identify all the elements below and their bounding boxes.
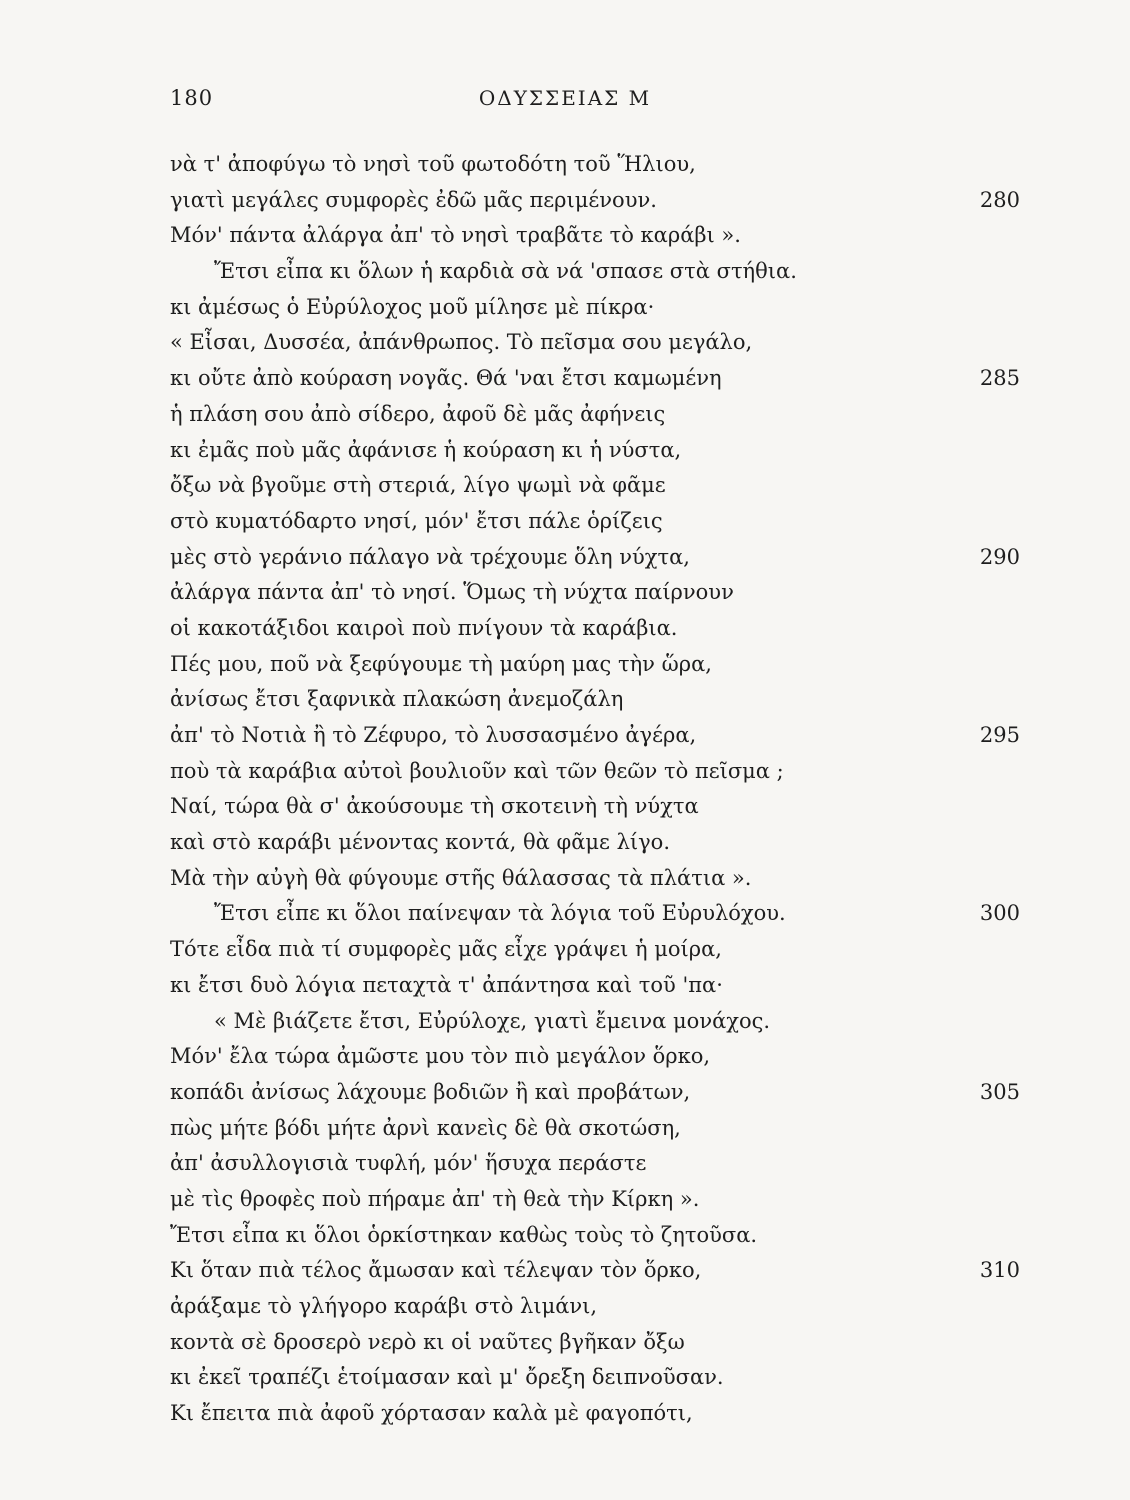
verse-line [170, 1039, 1020, 1075]
verse-line [170, 718, 1020, 754]
poem-text [170, 147, 1020, 1432]
verse-line [170, 896, 1020, 932]
verse-text: « Μὲ βιάζετε ἔτσι, Εὐρύλοχε, γιατὶ ἔμεινα μονάχος. [214, 1008, 771, 1033]
verse-text: Ναί, τώρα θὰ σ' ἀκούσουμε τὴ σκοτεινὴ τὴ νύχτα [170, 794, 699, 819]
verse-line [170, 504, 1020, 540]
verse-text: κοπάδι ἀνίσως λάχουμε βοδιῶν ἢ καὶ προβάτων, [170, 1079, 691, 1104]
verse-text: μὲ τὶς θροφὲς ποὺ πήραμε ἀπ' τὴ θεὰ τὴν Κίρκη ». [170, 1186, 700, 1211]
verse-text: καὶ στὸ καράβι μένοντας κοντά, θὰ φᾶμε λίγο. [170, 830, 670, 855]
verse-line [170, 861, 1020, 897]
verse-line [170, 1325, 1020, 1361]
verse-text: Ἔτσι εἶπα κι ὅλων ἡ καρδιὰ σὰ νά 'σπασε στὰ στήθια. [214, 259, 797, 284]
verse-text: ἀράξαμε τὸ γλήγορο καράβι στὸ λιμάνι, [170, 1294, 598, 1318]
verse-line [170, 540, 1020, 576]
verse-line [170, 1075, 1020, 1111]
verse-line [170, 647, 1020, 683]
verse-line [170, 825, 1020, 861]
line-number: 285 [979, 366, 1020, 391]
verse-line [170, 611, 1020, 647]
page-header [0, 86, 1130, 116]
line-number: 295 [979, 723, 1020, 747]
verse-line [170, 1146, 1020, 1182]
verse-text: κι ἀμέσως ὁ Εὐρύλοχος μοῦ μίλησε μὲ πίκρα· [170, 294, 655, 319]
verse-line [170, 468, 1020, 504]
verse-line [170, 147, 1020, 183]
verse-line [170, 361, 1020, 397]
line-number: 300 [979, 901, 1020, 926]
verse-line [170, 290, 1020, 326]
verse-line [170, 1360, 1020, 1396]
verse-line [170, 433, 1020, 469]
verse-line [170, 1253, 1020, 1289]
verse-text: Μόν' ἔλα τώρα ἀμῶστε μου τὸν πιὸ μεγάλον ὅρκο, [170, 1044, 711, 1069]
verse-line [170, 183, 1020, 219]
verse-text: ἀπ' τὸ Νοτιὰ ἢ τὸ Ζέφυρο, τὸ λυσσασμένο ἀγέρα, [170, 723, 697, 747]
line-number: 290 [979, 544, 1020, 569]
verse-line [170, 1396, 1020, 1432]
verse-line [170, 325, 1020, 361]
verse-text: στὸ κυματόδαρτο νησί, μόν' ἔτσι πάλε ὁρίζεις [170, 508, 663, 533]
verse-text: Πές μου, ποῦ νὰ ξεφύγουμε τὴ μαύρη μας τὴν ὥρα, [170, 651, 712, 676]
verse-text: Μὰ τὴν αὐγὴ θὰ φύγουμε στῆς θάλασσας τὰ πλάτια ». [170, 865, 752, 890]
verse-line [170, 1111, 1020, 1147]
verse-text: ἀλάργα πάντα ἀπ' τὸ νησί. Ὅμως τὴ νύχτα παίρνουν [170, 580, 734, 605]
verse-text: ἡ πλάση σου ἀπὸ σίδερο, ἀφοῦ δὲ μᾶς ἀφήνεις [170, 401, 666, 426]
line-number: 310 [979, 1258, 1020, 1283]
verse-line [170, 754, 1020, 790]
running-title: ΟΔΥΣΣΕΙΑΣ Μ [478, 86, 652, 110]
verse-line [170, 1218, 1020, 1254]
verse-text: Κι ὅταν πιὰ τέλος ἄμωσαν καὶ τέλεψαν τὸν ὅρκο, [170, 1258, 702, 1283]
verse-text: Κι ἔπειτα πιὰ ἀφοῦ χόρτασαν καλὰ μὲ φαγοπότι, [170, 1401, 693, 1426]
verse-text: Μόν' πάντα ἀλάργα ἀπ' τὸ νησὶ τραβᾶτε τὸ καράβι ». [170, 223, 741, 248]
verse-line [170, 575, 1020, 611]
page-number: 180 [170, 86, 214, 110]
verse-text: ἀπ' ἀσυλλογισιὰ τυφλή, μόν' ἥσυχα περάστε [170, 1151, 647, 1176]
verse-text: κι ἐκεῖ τραπέζι ἑτοίμασαν καὶ μ' ὄρεξη δειπνοῦσαν. [170, 1365, 724, 1390]
verse-line [170, 397, 1020, 433]
verse-text: οἱ κακοτάξιδοι καιροὶ ποὺ πνίγουν τὰ καράβια. [170, 615, 678, 640]
line-number: 280 [979, 187, 1020, 212]
verse-text: κι ἐμᾶς ποὺ μᾶς ἀφάνισε ἡ κούραση κι ἡ νύστα, [170, 437, 682, 462]
verse-line [170, 1182, 1020, 1218]
verse-text: κι οὔτε ἀπὸ κούραση νογᾶς. Θά 'ναι ἔτσι καμωμένη [170, 366, 722, 391]
verse-text: γιατὶ μεγάλες συμφορὲς ἐδῶ μᾶς περιμένουν. [170, 187, 657, 212]
verse-text: Τότε εἶδα πιὰ τί συμφορὲς μᾶς εἶχε γράψει ἡ μοίρα, [170, 937, 722, 962]
verse-text: κι ἔτσι δυὸ λόγια πεταχτὰ τ' ἀπάντησα καὶ τοῦ 'πα· [170, 972, 723, 997]
verse-text: κοντὰ σὲ δροσερὸ νερὸ κι οἱ ναῦτες βγῆκαν ὄξω [170, 1329, 685, 1354]
verse-text: μὲς στὸ γεράνιο πάλαγο νὰ τρέχουμε ὅλη νύχτα, [170, 544, 690, 569]
verse-text: Ἔτσι εἶπα κι ὅλοι ὁρκίστηκαν καθὼς τοὺς τὸ ζητοῦσα. [170, 1222, 758, 1247]
verse-line [170, 1004, 1020, 1040]
verse-text: ἀνίσως ἔτσι ξαφνικὰ πλακώση ἀνεμοζάλη [170, 687, 624, 712]
verse-line [170, 968, 1020, 1004]
line-number: 305 [979, 1079, 1020, 1104]
verse-line [170, 682, 1020, 718]
verse-text: Ἔτσι εἶπε κι ὅλοι παίνεψαν τὰ λόγια τοῦ Εὐρυλόχου. [214, 901, 786, 926]
verse-text: πὼς μήτε βόδι μήτε ἀρνὶ κανεὶς δὲ θὰ σκοτώση, [170, 1115, 681, 1140]
verse-text: ποὺ τὰ καράβια αὐτοὶ βουλιοῦν καὶ τῶν θεῶν τὸ πεῖσμα ; [170, 758, 784, 783]
verse-text: ὄξω νὰ βγοῦμε στὴ στεριά, λίγο ψωμὶ νὰ φᾶμε [170, 473, 666, 498]
verse-line [170, 254, 1020, 290]
verse-line [170, 932, 1020, 968]
verse-text: « Εἶσαι, Δυσσέα, ἀπάνθρωπος. Τὸ πεῖσμα σου μεγάλο, [170, 330, 753, 355]
verse-line [170, 789, 1020, 825]
verse-line [170, 1289, 1020, 1325]
verse-line [170, 218, 1020, 254]
verse-text: νὰ τ' ἀποφύγω τὸ νησὶ τοῦ φωτοδότη τοῦ Ἥλιου, [170, 152, 696, 176]
